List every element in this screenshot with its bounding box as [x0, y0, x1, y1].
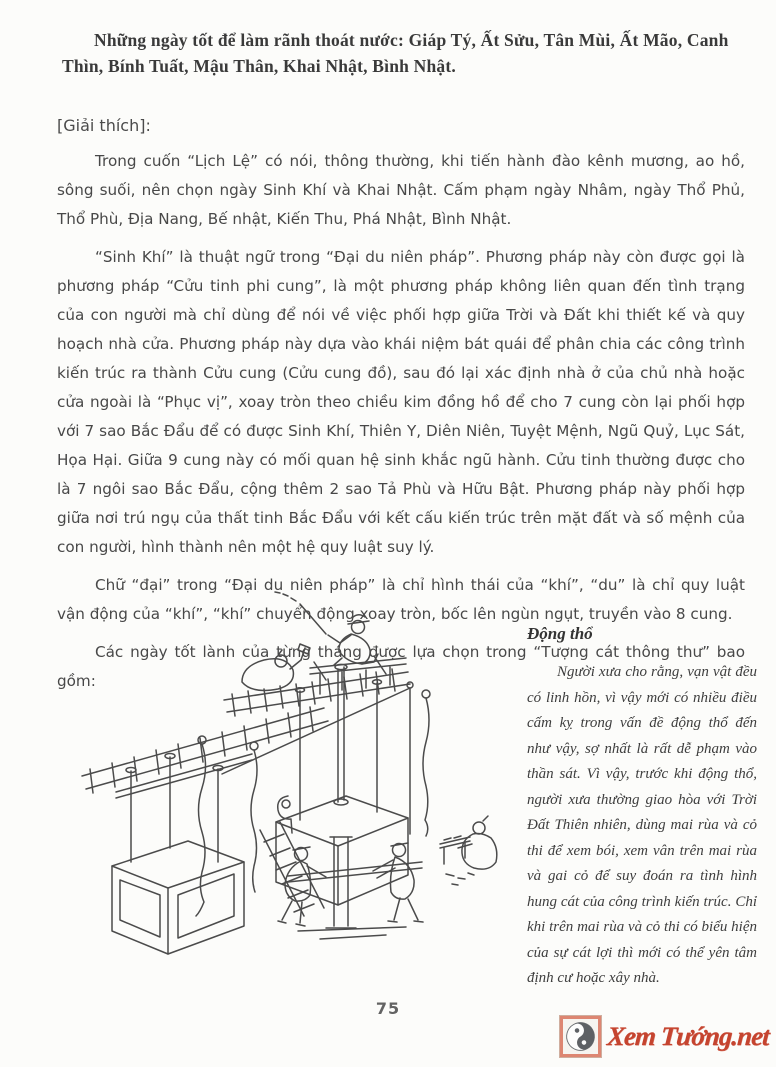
sidebar-heading: Động thổ	[527, 624, 593, 643]
sidebar-dong-tho	[527, 590, 757, 992]
worker-crouching	[242, 644, 310, 690]
construction-illustration-svg	[73, 590, 515, 982]
middle-platform	[276, 664, 408, 905]
paragraph-3: Chữ “đại” trong “Đại du niên pháp” là chỉ hình thái của “khí”, “du” là chỉ quy luật vận động của “khí”, “khí” chuyển động xoay tròn, bốc lên ngùn ngụt, truyền vào 8 cung.	[57, 576, 745, 623]
ancient-construction-woodcut	[73, 590, 515, 982]
seated-diviner	[440, 816, 497, 885]
watermark	[559, 1015, 769, 1058]
sidebar-body-text: Người xưa cho rằng, vạn vật đều có linh hồn, vì vậy mới có nhiều điều cấm kỵ trong vấn đề động thổ đến như vậy, sợ nhất là rất dễ phạm vào thần sát. Vì vậy, trước khi động thổ, người xưa thường giao hòa với Trời Đất Thiên nhiên, dùng mai rùa và cỏ thi để xem bói, xem vân trên mai rùa và gai cỏ để suy đoán ra tình hình hung cát của công trình kiến trúc. Chỉ khi trên mai rùa và cỏ thi có biểu hiện của sự cát lợi thì mới có thể yên tâm định cư hoặc xây nhà.	[527, 664, 757, 986]
explain-label: [Giải thích]:	[57, 116, 151, 135]
worker-hammering	[275, 592, 378, 665]
watermark-site-name: Xem Tướng.net	[606, 1021, 771, 1051]
paragraph-1: Trong cuốn “Lịch Lệ” có nói, thông thường, khi tiến hành đào kênh mương, ao hồ, sông suối, nên chọn ngày Sinh Khí và Khai Nhật. Cấm phạm ngày Nhâm, ngày Thổ Phủ, Thổ Phù, Địa Nang, Bế nhật, Kiến Thu, Phá Nhật, Bình Nhật.	[57, 152, 745, 228]
watermark-logo-inner	[563, 1019, 598, 1054]
watermark-logo-box	[559, 1015, 602, 1058]
figure-section	[73, 590, 757, 992]
paragraph-4: Các ngày tốt lành của từng tháng được lựa chọn trong “Tượng cát thông thư” bao gồm:	[57, 643, 745, 690]
page-number: 75	[375, 999, 401, 1018]
workers-raising-post	[278, 837, 423, 939]
yin-yang-icon	[565, 1021, 596, 1052]
intro-paragraph: Những ngày tốt để làm rãnh thoát nước: Giáp Tý, Ất Sửu, Tân Mùi, Ất Mão, Canh Thìn, Bính Tuất, Mậu Thân, Khai Nhật, Bình Nhật.	[62, 30, 729, 76]
left-platform	[112, 754, 252, 955]
paragraph-2: “Sinh Khí” là thuật ngữ trong “Đại du niên pháp”. Phương pháp này còn được gọi là phương pháp “Cửu tinh phi cung”, là một phương pháp không liên quan đến tình trạng của con người mà chỉ dùng để nói về việc phối hợp giữa Trời và Đất khi thiết kế và quy hoạch nhà cửa. Phương pháp này dựa vào khái niệm bát quái để phân chia các công trình kiến trúc ra thành Cửu cung (Cửu cung đồ), sau đó lại xác định nhà ở của chủ nhà hoặc cửa ngoài là “Phục vị”, xoay tròn theo chiều kim đồng hồ để cho 7 cung còn lại phối hợp với 7 sao Bắc Đẩu để có được Sinh Khí, Thiên Y, Diên Niên, Tuyệt Mệnh, Ngũ Quỷ, Lục Sát, Họa Hại. Giữa 9 cung này có mối quan hệ sinh khắc ngũ hành. Cửu tinh thường được cho là 7 ngôi sao Bắc Đẩu, cộng thêm 2 sao Tả Phù và Hữu Bật. Phương pháp này phối hợp giữa nơi trú ngụ của thất tinh Bắc Đẩu với kết cấu kiến trúc trên mặt đất và số mệnh của con người, hình thành nên một hệ quy luật suy lý.	[57, 248, 745, 556]
